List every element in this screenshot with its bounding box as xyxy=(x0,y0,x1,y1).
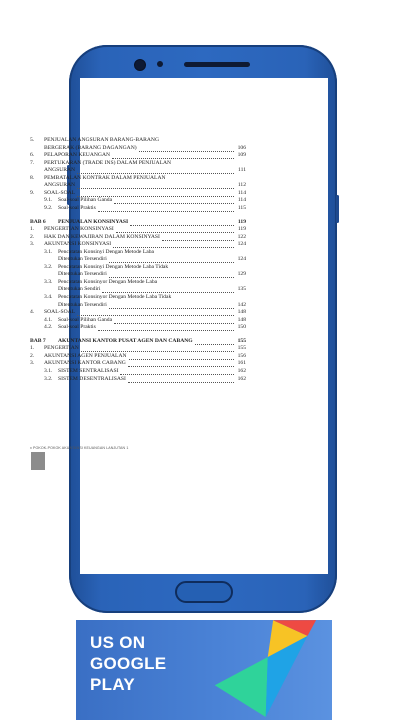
toc-row-title: AKUNTANSI KANTOR PUSAT AGEN DAN CABANG xyxy=(58,337,193,344)
toc-leader-dots xyxy=(195,339,234,345)
banner-line-3: PLAY xyxy=(90,675,135,694)
toc-row-number: 7. xyxy=(30,159,35,166)
toc-row-page: 129 xyxy=(237,271,246,278)
toc-row-page: 155 xyxy=(237,345,246,352)
toc-row xyxy=(30,227,246,234)
toc-leader-dots xyxy=(113,242,234,248)
toc-row xyxy=(30,325,246,332)
toc-row-title: SOAL-SOAL xyxy=(44,189,76,196)
toc-leader-dots xyxy=(112,153,234,159)
toc-leader-dots xyxy=(77,183,234,189)
toc-row-page: 155 xyxy=(237,337,246,344)
toc-row xyxy=(30,138,246,145)
google-play-logo-icon xyxy=(76,620,332,720)
banner-line-2: GOOGLE xyxy=(90,654,167,673)
page-marker xyxy=(31,452,45,470)
toc-row-title: AKUNTANSI AGEN PENJUALAN xyxy=(44,352,127,359)
toc-row-number: 4.2. xyxy=(44,324,53,331)
toc-leader-dots xyxy=(77,310,234,316)
power-button xyxy=(336,195,339,223)
page-footer: x POKOK-POKOK AKUNTANSI KEUANGAN LANJUTAN 1 xyxy=(30,446,129,450)
toc-row-page: 150 xyxy=(237,324,246,331)
toc-row-number: 9.2. xyxy=(44,204,53,211)
toc-row-title: Ditentukan Tersendiri xyxy=(58,256,107,263)
toc-row-page: 106 xyxy=(237,144,246,151)
toc-row xyxy=(30,377,246,384)
toc-row-page: 148 xyxy=(237,309,246,316)
toc-row-page: 162 xyxy=(237,375,246,382)
toc-row-number: 6. xyxy=(30,152,35,159)
toc-row-title: PELAPORAN KEUANGAN xyxy=(44,152,111,159)
toc-row-page: 114 xyxy=(237,189,246,196)
toc-row-number: 3.2. xyxy=(44,263,53,270)
toc-row-number: 3. xyxy=(30,241,35,248)
toc-row-number: 3.1. xyxy=(44,367,53,374)
toc-leader-dots xyxy=(114,198,234,204)
toc-row-title: Ditentukan Sendiri xyxy=(58,286,101,293)
toc-row-number: 3.1. xyxy=(44,248,53,255)
toc-row xyxy=(30,206,246,213)
toc-leader-dots xyxy=(116,227,234,233)
toc-row-title: PENGERTIAN xyxy=(44,345,79,352)
toc-row-number: 3.3. xyxy=(44,278,53,285)
earpiece-speaker xyxy=(184,62,250,67)
toc-leader-dots xyxy=(139,146,234,152)
toc-leader-dots xyxy=(102,287,234,293)
toc-row-title: Pencatatan Konsinyi Dengan Metode Laba Tidak xyxy=(58,263,169,270)
toc-leader-dots xyxy=(109,257,234,263)
toc-leader-dots xyxy=(77,191,234,197)
toc-row-title: SOAL-SOAL xyxy=(44,309,76,316)
toc-row-title: ANGSURAN xyxy=(44,167,76,174)
toc-row-number: 3.2. xyxy=(44,375,53,382)
toc-leader-dots xyxy=(109,272,234,278)
toc-row xyxy=(30,369,246,376)
toc-row-page: 124 xyxy=(237,241,246,248)
toc-row-page: 135 xyxy=(237,286,246,293)
toc-row-number: BAB 7 xyxy=(30,337,46,344)
toc-row-title: Ditentukan Tersendiri xyxy=(58,271,107,278)
toc-row-title: PENJUALAN ANGSURAN BARANG-BARANG xyxy=(44,137,159,143)
toc-row-number: 4. xyxy=(30,309,35,316)
toc-row-page: 119 xyxy=(237,226,246,233)
toc-leader-dots xyxy=(128,377,234,383)
front-camera-icon xyxy=(134,59,146,71)
toc-row-page: 119 xyxy=(237,218,246,225)
toc-row-page: 148 xyxy=(237,316,246,323)
toc-leader-dots xyxy=(77,168,234,174)
home-button[interactable] xyxy=(175,581,233,603)
toc-leader-dots xyxy=(81,346,234,352)
toc-row-title: BERGERAK (BARANG DAGANGAN) xyxy=(44,144,137,151)
toc-row-page: 115 xyxy=(237,204,246,211)
toc-row-page: 111 xyxy=(238,167,246,174)
toc-row-title: PERTUKARAN (TRADE INS) DALAM PENJUALAN xyxy=(44,159,172,166)
toc-row-title: SISTEM SENTRALISASI xyxy=(58,367,119,374)
toc-row-title: Soal-soal Pilihan Ganda xyxy=(58,197,113,204)
toc-row-title: HAK DAN KEWAJIBAN DALAM KONSINYASI xyxy=(44,233,160,240)
toc-row-title: Soal-soal Pilihan Ganda xyxy=(58,316,113,323)
toc-row-page: 114 xyxy=(237,197,246,204)
toc-row-page: 162 xyxy=(237,367,246,374)
toc-row-number: 1. xyxy=(30,226,35,233)
toc-row-title: Pencatatan Konsinyor Dengan Metode Laba xyxy=(58,278,158,285)
toc-row-title: Ditentukan Tersendiri xyxy=(58,301,107,308)
toc-row-page: 109 xyxy=(237,152,246,159)
toc-row-page: 124 xyxy=(237,256,246,263)
toc-row-number: 3. xyxy=(30,360,35,367)
toc-row-title: PENJUALAN KONSINYASI xyxy=(58,218,129,225)
toc-leader-dots xyxy=(130,220,234,226)
toc-row xyxy=(30,295,246,302)
toc-row-title: ANGSURAN xyxy=(44,182,76,189)
toc-leader-dots xyxy=(109,303,234,309)
toc-row-number: 4.1. xyxy=(44,316,53,323)
google-play-banner[interactable] xyxy=(76,620,332,720)
toc-row-number: 8. xyxy=(30,174,35,181)
toc-row-number: 2. xyxy=(30,352,35,359)
toc-row-page: 156 xyxy=(237,352,246,359)
toc-row-number: 9. xyxy=(30,189,35,196)
toc-row-title: Pencatatan Konsinyi Dengan Metode Laba xyxy=(58,248,154,255)
toc-row-number: 9.1. xyxy=(44,197,53,204)
toc-leader-dots xyxy=(129,354,234,360)
toc-row-page: 142 xyxy=(237,301,246,308)
toc-row-title: SISTEM DESENTRALISASI xyxy=(58,375,126,382)
sensor-icon xyxy=(157,61,163,67)
toc-row-title: PEMBATALAN KONTRAK DALAM PENJUALAN xyxy=(44,174,166,181)
toc-row-title: AKUNTANSI KONSINYASI xyxy=(44,241,112,248)
toc-leader-dots xyxy=(98,325,234,331)
toc-row-title: Soal-soal Praktis xyxy=(58,324,96,331)
toc-leader-dots xyxy=(162,235,234,241)
toc-row-number: 3.4. xyxy=(44,294,53,300)
toc-leader-dots xyxy=(98,206,234,212)
toc-row-page: 161 xyxy=(237,360,246,367)
banner-line-1: US ON xyxy=(90,633,146,652)
toc-leader-dots xyxy=(114,318,234,324)
toc-row-number: BAB 6 xyxy=(30,218,46,225)
toc-row-title: AKUNTANSI KANTOR CABANG xyxy=(44,360,126,367)
toc-row-title: Soal-soal Praktis xyxy=(58,204,96,211)
toc-row-title: Pencatatan Konsinyor Dengan Metode Laba Tidak xyxy=(58,294,172,300)
toc-row-number: 1. xyxy=(30,345,35,352)
toc-row-title: PENGERTIAN KONSINYASI xyxy=(44,226,114,233)
toc-row-page: 112 xyxy=(237,182,246,189)
toc-row-number: 5. xyxy=(30,137,35,143)
toc-leader-dots xyxy=(120,369,234,375)
toc-leader-dots xyxy=(128,361,234,367)
toc-row-page: 122 xyxy=(237,233,246,240)
toc-row-number: 2. xyxy=(30,233,35,240)
